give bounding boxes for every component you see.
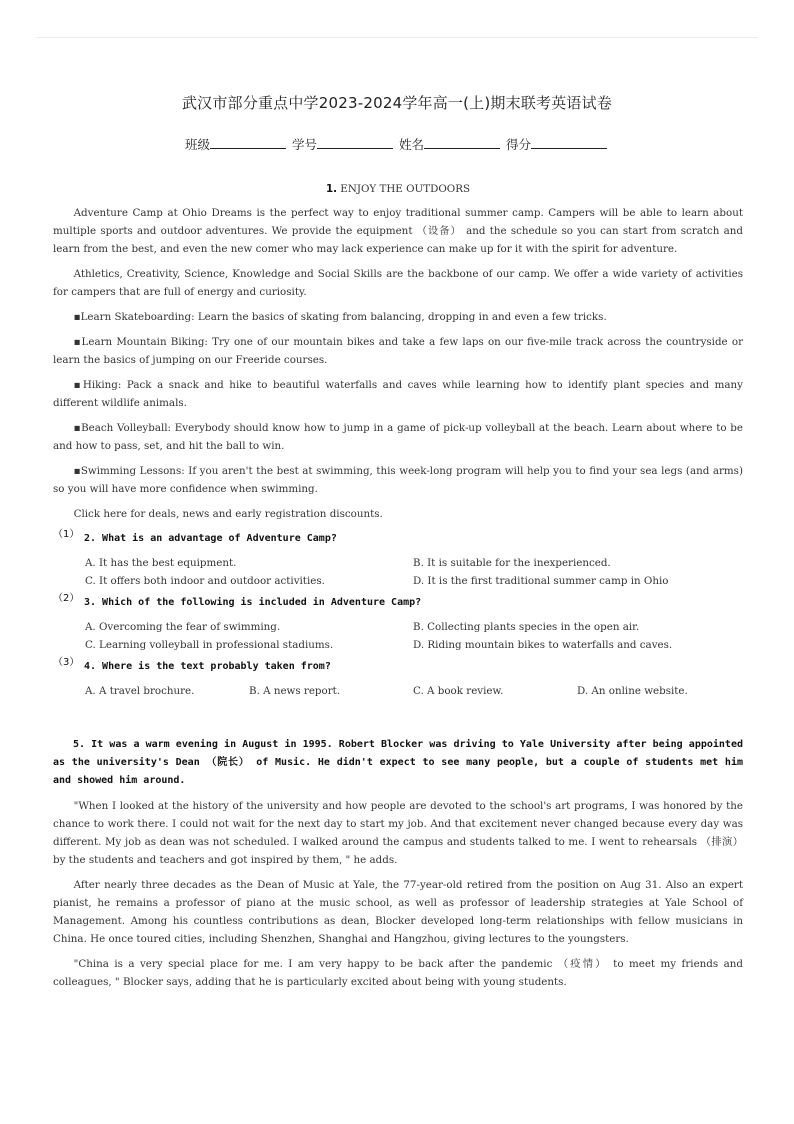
class-label: 班级	[184, 137, 210, 152]
exam-title: 武汉市部分重点中学2023-2024学年高一(上)期末联考英语试卷	[181, 94, 613, 112]
passage-paragraph: Athletics, Creativity, Science, Knowledge and Social Skills are the backbone of our camp. We offer a wide variety of activities for campers that are full of energy and curiosity.	[53, 268, 743, 298]
option-list	[53, 682, 743, 700]
exam-content	[53, 180, 743, 998]
option-d[interactable]: D. Riding mountain bikes to waterfalls and caves.	[413, 639, 673, 651]
passage-bullet-beach-volleyball: ▪Beach Volleyball: Everybody should know how to jump in a game of pick-up volleyball at the beach. Learn about where to be and how to pass, set, and hit the ball to win.	[53, 422, 743, 452]
page-top-divider	[36, 37, 758, 38]
passage-bullet-hiking: ▪Hiking: Pack a snack and hike to beautiful waterfalls and caves while learning how to identify plant species and many different wildlife animals.	[53, 379, 743, 409]
option-c[interactable]: C. It offers both indoor and outdoor activities.	[85, 575, 325, 587]
passage-paragraph-registration: Click here for deals, news and early registration discounts.	[73, 508, 383, 520]
option-b[interactable]: B. It is suitable for the inexperienced.	[413, 557, 611, 569]
question-number: （2）	[53, 593, 80, 604]
section-1-title: ENJOY THE OUTDOORS	[340, 183, 471, 195]
option-list	[53, 554, 743, 590]
option-b[interactable]: B. A news report.	[249, 685, 341, 697]
passage-bullet-mountain-biking: ▪Learn Mountain Biking: Try one of our mountain bikes and take a few laps on our five-mile track across the countryside or learn the basics of jumping on our Freeride courses.	[53, 336, 743, 366]
option-a[interactable]: A. A travel brochure.	[85, 685, 195, 697]
section-5-intro: 5. It was a warm evening in August in 1995. Robert Blocker was driving to Yale University after being appointed as the university's Dean （院长） of Music. He didn't expect to see many people, but a couple of students met him and showed him around.	[53, 739, 743, 786]
passage-paragraph: "When I looked at the history of the university and how people are devoted to the school's art programs, I was honored by the chance to work there. I could not wait for the next day to start my job. And that excitement never changed because every day was different. My job as dean was not scheduled. I walked around the campus and students talked to me. I went to rehearsals （排演） by the students and teachers and got inspired by them, " he adds.	[53, 800, 743, 866]
question-1	[53, 530, 743, 590]
option-c[interactable]: C. Learning volleyball in professional stadiums.	[85, 639, 334, 651]
score-blank[interactable]	[531, 136, 607, 149]
question-text: 3. Which of the following is included in Adventure Camp?	[84, 597, 422, 608]
passage-paragraph: Adventure Camp at Ohio Dreams is the perfect way to enjoy traditional summer camp. Campers will be able to learn about multiple sports and outdoor adventures. We provide the equipment （设备） and the schedule so you can start from scratch and learn from the best, and even the new comer who may lack experience can make up for it with the spirit for adventure.	[53, 207, 743, 255]
class-blank[interactable]	[210, 136, 286, 149]
option-d[interactable]: D. An online website.	[577, 685, 688, 697]
option-list	[53, 618, 743, 654]
option-a[interactable]: A. It has the best equipment.	[85, 557, 237, 569]
question-3	[53, 658, 743, 700]
section-1-number: 1.	[325, 183, 338, 195]
passage-paragraph: "China is a very special place for me. I am very happy to be back after the pandemic （疫情） to meet my friends and colleagues, " Blocker says, adding that he is particularly excited about being with young students.	[53, 958, 743, 988]
student-id-label: 学号	[291, 137, 317, 152]
student-id-blank[interactable]	[317, 136, 393, 149]
passage-bullet-swimming: ▪Swimming Lessons: If you aren't the best at swimming, this week-long program will help you to find your sea legs (and arms) so you will have more confidence when swimming.	[53, 465, 743, 495]
student-info-line	[0, 135, 794, 153]
question-number: （1）	[53, 529, 80, 540]
section-1-heading	[53, 180, 743, 198]
question-2	[53, 594, 743, 654]
option-c[interactable]: C. A book review.	[413, 685, 504, 697]
option-b[interactable]: B. Collecting plants species in the open air.	[413, 621, 640, 633]
name-blank[interactable]	[424, 136, 500, 149]
score-label: 得分	[505, 137, 531, 152]
question-text: 4. Where is the text probably taken from?	[84, 661, 331, 672]
question-number: （3）	[53, 657, 80, 668]
option-a[interactable]: A. Overcoming the fear of swimming.	[85, 621, 281, 633]
passage-paragraph: After nearly three decades as the Dean of Music at Yale, the 77-year-old retired from the position on Aug 31. Also an expert pianist, he remains a professor of piano at the music school, as well as professor of leadership strategies at Yale School of Management. Among his countless contributions as dean, Blocker developed long-term relationships with fellow musicians in China. He once toured cities, including Shenzhen, Shanghai and Hangzhou, giving lectures to the youngsters.	[53, 879, 743, 945]
question-text: 2. What is an advantage of Adventure Camp?	[84, 533, 337, 544]
name-label: 姓名	[398, 137, 424, 152]
option-d[interactable]: D. It is the first traditional summer camp in Ohio	[413, 575, 669, 587]
passage-bullet-skateboarding: ▪Learn Skateboarding: Learn the basics of skating from balancing, dropping in and even a few tricks.	[73, 311, 607, 323]
